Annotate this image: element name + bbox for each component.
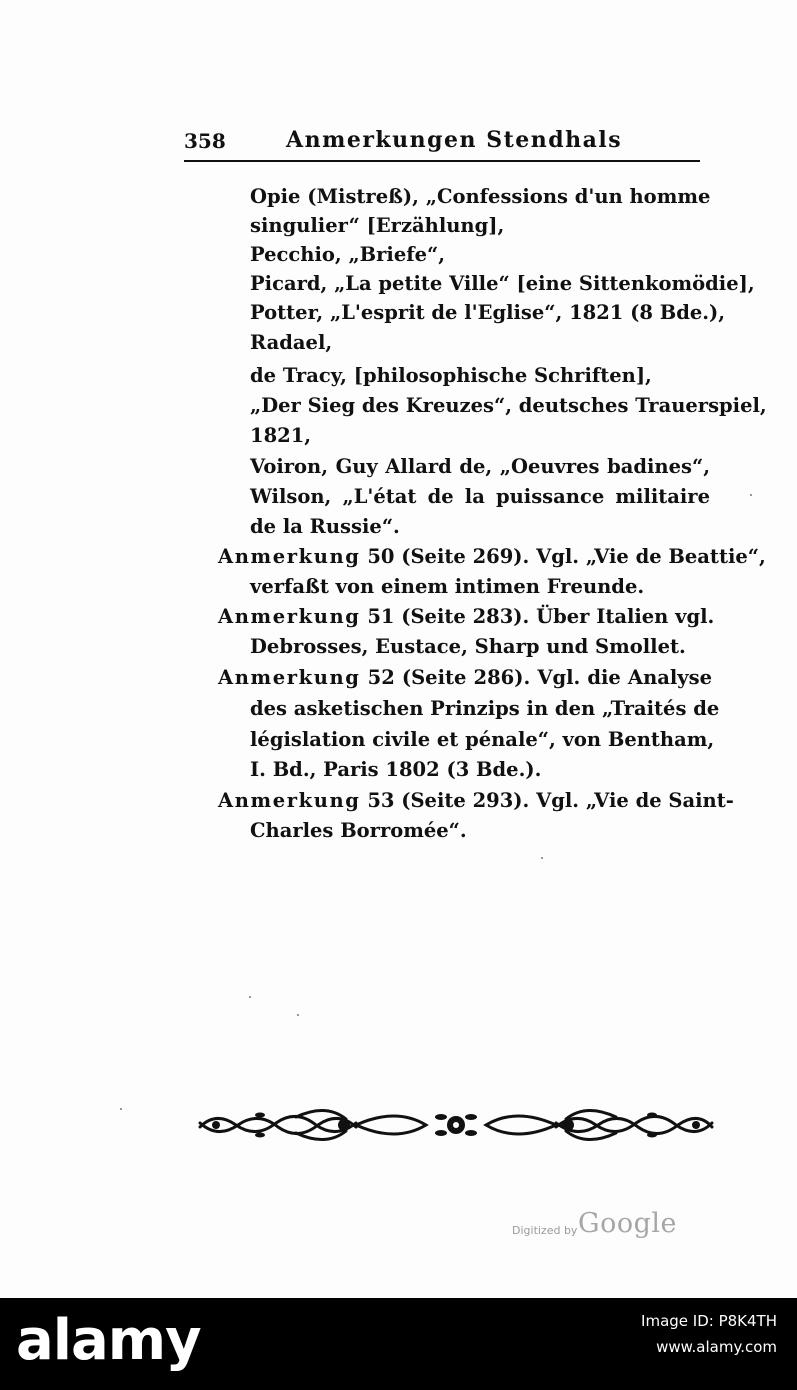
floral-ornament [196, 1105, 716, 1145]
note-label: Anmerkung [218, 545, 361, 568]
entry-line: Picard, „La petite Ville“ [eine Sittenkomödie], [250, 272, 755, 295]
note-line: I. Bd., Paris 1802 (3 Bde.). [250, 758, 542, 781]
speck [249, 996, 251, 998]
note-line: des asketischen Prinzips in den „Traités de [250, 697, 720, 720]
note-label: Anmerkung [218, 666, 361, 689]
note-line: législation civile et pénale“, von Bentham, [250, 728, 715, 751]
entry-line: Radael, [250, 331, 333, 354]
entry-line: singulier“ [Erzählung], [250, 214, 505, 237]
note-line: Debrosses, Eustace, Sharp und Smollet. [250, 635, 686, 658]
entry-line: Opie (Mistreß), „Confessions d'un homme [250, 185, 711, 208]
alamy-logo: alamy [16, 1308, 201, 1373]
note-text: 51 (Seite 283). Über Italien vgl. [367, 605, 715, 628]
note-line [218, 788, 734, 814]
page-header [184, 125, 698, 161]
note-line [218, 544, 766, 570]
note-label: Anmerkung [218, 605, 361, 628]
speck [297, 1014, 299, 1016]
note-text: 53 (Seite 293). Vgl. „Vie de Saint- [367, 789, 734, 812]
note-line: verfaßt von einem intimen Freunde. [250, 575, 645, 598]
entry-line: Wilson, „L'état de la puissance militaire [250, 485, 710, 508]
stock-banner [0, 1298, 797, 1390]
entry-line: Pecchio, „Briefe“, [250, 243, 446, 266]
site-url[interactable]: www.alamy.com [656, 1338, 777, 1356]
note-line: Charles Borromée“. [250, 819, 467, 842]
speck [750, 494, 752, 496]
speck [120, 1108, 122, 1110]
speck [541, 857, 543, 859]
note-line [218, 604, 715, 630]
entry-line: de la Russie“. [250, 515, 400, 538]
entry-line: Potter, „L'esprit de l'Eglise“, 1821 (8 Bde.), [250, 301, 726, 324]
entry-line: de Tracy, [philosophische Schriften], [250, 364, 652, 387]
note-text: 52 (Seite 286). Vgl. die Analyse [367, 666, 713, 689]
entry-line: Voiron, Guy Allard de, „Oeuvres badines“, [250, 455, 710, 478]
note-label: Anmerkung [218, 789, 361, 812]
running-head: Anmerkungen Stendhals [286, 127, 623, 153]
watermark-prefix: Digitized by [512, 1224, 578, 1237]
entry-line: „Der Sieg des Kreuzes“, deutsches Trauerspiel, [250, 394, 767, 417]
page-number: 358 [184, 129, 226, 153]
watermark-brand: Google [578, 1208, 677, 1239]
image-id: Image ID: P8K4TH [641, 1312, 777, 1330]
entry-line: 1821, [250, 424, 312, 447]
note-line [218, 665, 712, 691]
header-rule [184, 160, 700, 162]
note-text: 50 (Seite 269). Vgl. „Vie de Beattie“, [367, 545, 766, 568]
